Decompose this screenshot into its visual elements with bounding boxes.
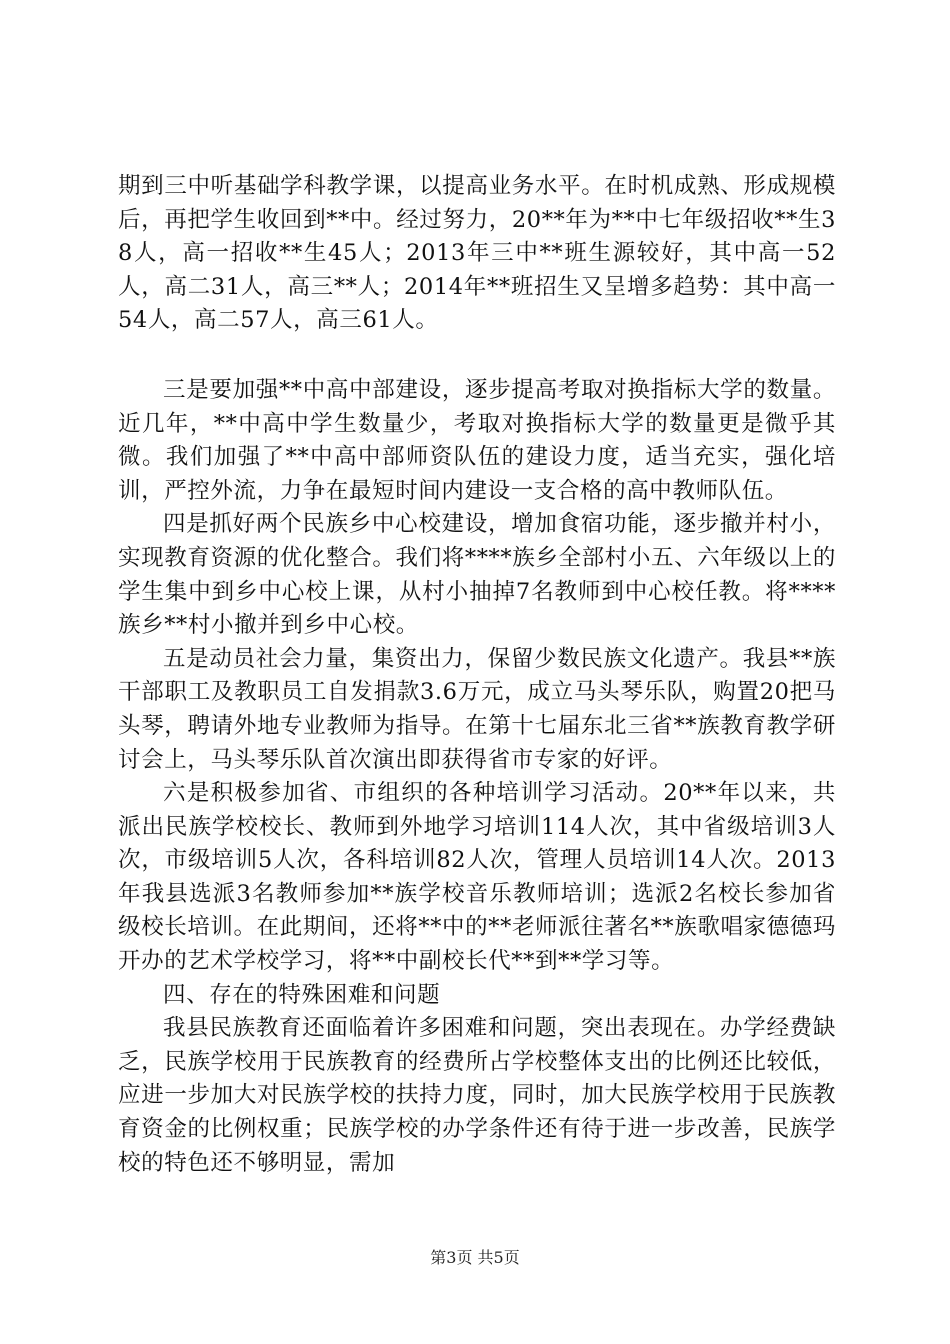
paragraph-continued: 期到三中听基础学科教学课，以提高业务水平。在时机成熟、形成规模后，再把学生收回到**中。经过努力，20**年为**中七年级招收**生38人，高一招收**生45人；2013年三中**班生源较好，其中高一52人，高二31人，高三**人；2014年**班招生又呈增多趋势：其中高一54人，高二57人，高三61人。 bbox=[118, 173, 836, 334]
paragraph-spacer bbox=[118, 338, 836, 374]
page-number-footer: 第3页 共5页 bbox=[430, 1248, 520, 1267]
paragraph-difficulties: 我县民族教育还面临着许多困难和问题，突出表现在。办学经费缺乏，民族学校用于民族教育的经费所占学校整体支出的比例还比较低，应进一步加大对民族学校的扶持力度，同时，加大民族学校用于民族教育资金的比例权重；民族学校的办学条件还有待于进一步改善，民族学校的特色还不够明显，需加 bbox=[118, 1015, 836, 1176]
section-heading: 四、存在的特殊困难和问题 bbox=[163, 981, 441, 1008]
paragraph-item-five: 五是动员社会力量，集资出力，保留少数民族文化遗产。我县**族干部职工及教职员工自发捐款3.6万元，成立马头琴乐队，购置20把马头琴，聘请外地专业教师为指导。在第十七届东北三省**族教育教学研讨会上，马头琴乐队首次演出即获得省市专家的好评。 bbox=[118, 645, 836, 773]
document-body bbox=[118, 170, 836, 1180]
paragraph-item-six: 六是积极参加省、市组织的各种培训学习活动。20**年以来，共派出民族学校校长、教师到外地学习培训114人次，其中省级培训3人次，市级培训5人次，各科培训82人次，管理人员培训14人次。2013年我县选派3名教师参加**族学校音乐教师培训；选派2名校长参加省级校长培训。在此期间，还将**中的**老师派往著名**族歌唱家德德玛开办的艺术学校学习，将**中副校长代**到**学习等。 bbox=[118, 780, 836, 975]
paragraph-item-three: 三是要加强**中高中部建设，逐步提高考取对换指标大学的数量。近几年，**中高中学生数量少，考取对换指标大学的数量更是微乎其微。我们加强了**中高中部师资队伍的建设力度，适当充实，强化培训，严控外流，力争在最短时间内建设一支合格的高中教师队伍。 bbox=[118, 376, 836, 504]
paragraph-item-four: 四是抓好两个民族乡中心校建设，增加食宿功能，逐步撤并村小，实现教育资源的优化整合。我们将****族乡全部村小五、六年级以上的学生集中到乡中心校上课，从村小抽掉7名教师到中心校任教。将****族乡**村小撤并到乡中心校。 bbox=[118, 511, 836, 639]
